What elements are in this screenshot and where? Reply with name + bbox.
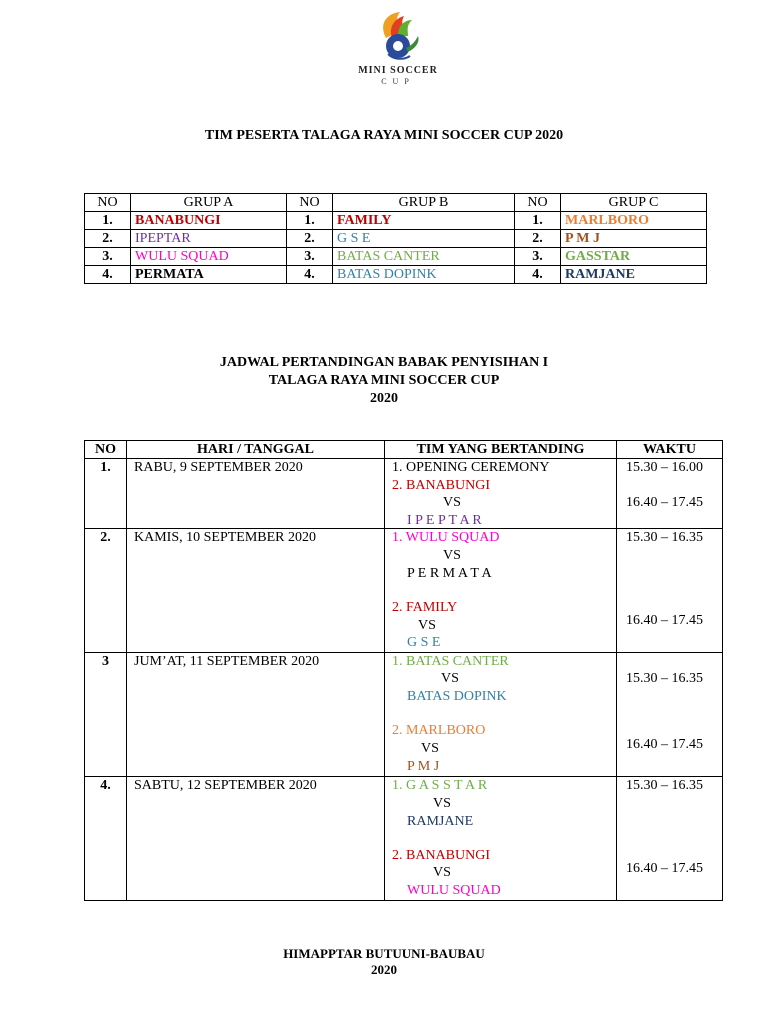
header-grup-b: GRUP B: [333, 194, 515, 212]
header-tim: TIM YANG BERTANDING: [385, 441, 617, 459]
logo-text-bottom: CUP: [381, 77, 415, 86]
team-name: MARLBORO: [561, 212, 707, 230]
row-number: 2.: [287, 230, 333, 248]
row-number: 2.: [515, 230, 561, 248]
match-line: 2. BANABUNGI: [392, 478, 490, 493]
footer-year: 2020: [371, 962, 397, 977]
match-line: P M J: [407, 759, 440, 774]
match-day: JUM’AT, 11 SEPTEMBER 2020: [127, 653, 385, 777]
match-line: 1. WULU SQUAD: [392, 530, 500, 545]
team-name: PERMATA: [131, 266, 287, 284]
match-time: 15.30 – 16.35: [626, 778, 703, 793]
match-number: 2.: [85, 529, 127, 653]
match-time: 16.40 – 17.45: [626, 737, 703, 752]
table-row: [85, 529, 723, 653]
match-line: 1. BATAS CANTER: [392, 654, 509, 669]
match-times: [617, 653, 723, 777]
match-time: 15.30 – 16.35: [626, 671, 703, 686]
team-name: G S E: [333, 230, 515, 248]
header-no: NO: [85, 441, 127, 459]
match-vs: VS: [421, 741, 439, 756]
row-number: 1.: [515, 212, 561, 230]
table-row: [85, 459, 723, 529]
team-name: WULU SQUAD: [131, 248, 287, 266]
row-number: 4.: [287, 266, 333, 284]
team-name: P M J: [561, 230, 707, 248]
footer-organizer: HIMAPPTAR BUTUUNI-BAUBAU: [283, 946, 485, 961]
header-no-b: NO: [287, 194, 333, 212]
header-grup-c: GRUP C: [561, 194, 707, 212]
row-number: 3.: [287, 248, 333, 266]
match-vs: VS: [443, 495, 461, 510]
schedule-title: [0, 354, 768, 408]
tournament-logo: [358, 8, 438, 92]
match-times: [617, 777, 723, 901]
table-row: [85, 777, 723, 901]
match-number: 4.: [85, 777, 127, 901]
match-time: 16.40 – 17.45: [626, 495, 703, 510]
match-line: 1. OPENING CEREMONY: [392, 460, 550, 475]
row-number: 4.: [515, 266, 561, 284]
header-hari-tanggal: HARI / TANGGAL: [127, 441, 385, 459]
match-times: [617, 529, 723, 653]
schedule-title-line2: TALAGA RAYA MINI SOCCER CUP: [268, 373, 500, 388]
participants-title: TIM PESERTA TALAGA RAYA MINI SOCCER CUP 2020: [204, 128, 564, 143]
match-line: 1. G A S S T A R: [392, 778, 488, 793]
match-line: 2. MARLBORO: [392, 723, 486, 738]
match-vs: VS: [433, 796, 451, 811]
team-name: BATAS DOPINK: [333, 266, 515, 284]
match-day: SABTU, 12 SEPTEMBER 2020: [127, 777, 385, 901]
match-day: KAMIS, 10 SEPTEMBER 2020: [127, 529, 385, 653]
row-number: 3.: [515, 248, 561, 266]
match-line: G S E: [407, 635, 441, 650]
logo-text-top: MINI SOCCER: [358, 65, 438, 76]
team-name: FAMILY: [333, 212, 515, 230]
match-time: 15.30 – 16.35: [626, 530, 703, 545]
table-row: [85, 248, 707, 266]
match-vs: VS: [418, 618, 436, 633]
match-teams: [385, 529, 617, 653]
match-line: P E R M A T A: [407, 566, 492, 581]
table-row: [85, 230, 707, 248]
team-name: GASSTAR: [561, 248, 707, 266]
table-row: [85, 212, 707, 230]
match-day: RABU, 9 SEPTEMBER 2020: [127, 459, 385, 529]
groups-table: [84, 193, 707, 284]
match-vs: VS: [433, 865, 451, 880]
row-number: 1.: [85, 212, 131, 230]
match-teams: [385, 777, 617, 901]
match-line: WULU SQUAD: [407, 883, 501, 898]
footer: [0, 946, 768, 978]
match-line: 2. FAMILY: [392, 600, 458, 615]
soccer-ball-icon: [358, 8, 438, 68]
header-grup-a: GRUP A: [131, 194, 287, 212]
match-line: 2. BANABUNGI: [392, 848, 490, 863]
row-number: 2.: [85, 230, 131, 248]
groups-header-row: [85, 194, 707, 212]
schedule-title-line3: 2020: [370, 391, 398, 406]
match-vs: VS: [443, 548, 461, 563]
match-teams: [385, 459, 617, 529]
schedule-header-row: [85, 441, 723, 459]
match-time: 16.40 – 17.45: [626, 613, 703, 628]
header-no-c: NO: [515, 194, 561, 212]
team-name: BANABUNGI: [131, 212, 287, 230]
team-name: IPEPTAR: [131, 230, 287, 248]
row-number: 1.: [287, 212, 333, 230]
schedule-table: [84, 440, 723, 901]
team-name: BATAS CANTER: [333, 248, 515, 266]
row-number: 4.: [85, 266, 131, 284]
match-times: [617, 459, 723, 529]
row-number: 3.: [85, 248, 131, 266]
match-number: 3: [85, 653, 127, 777]
match-line: RAMJANE: [407, 814, 474, 829]
schedule-title-line1: JADWAL PERTANDINGAN BABAK PENYISIHAN I: [219, 355, 549, 370]
header-waktu: WAKTU: [617, 441, 723, 459]
team-name: RAMJANE: [561, 266, 707, 284]
header-no-a: NO: [85, 194, 131, 212]
match-time: 15.30 – 16.00: [626, 460, 703, 475]
table-row: [85, 653, 723, 777]
match-line: BATAS DOPINK: [407, 689, 507, 704]
match-time: 16.40 – 17.45: [626, 861, 703, 876]
match-vs: VS: [441, 671, 459, 686]
match-line: I P E P T A R: [407, 513, 482, 528]
match-teams: [385, 653, 617, 777]
match-number: 1.: [85, 459, 127, 529]
table-row: [85, 266, 707, 284]
